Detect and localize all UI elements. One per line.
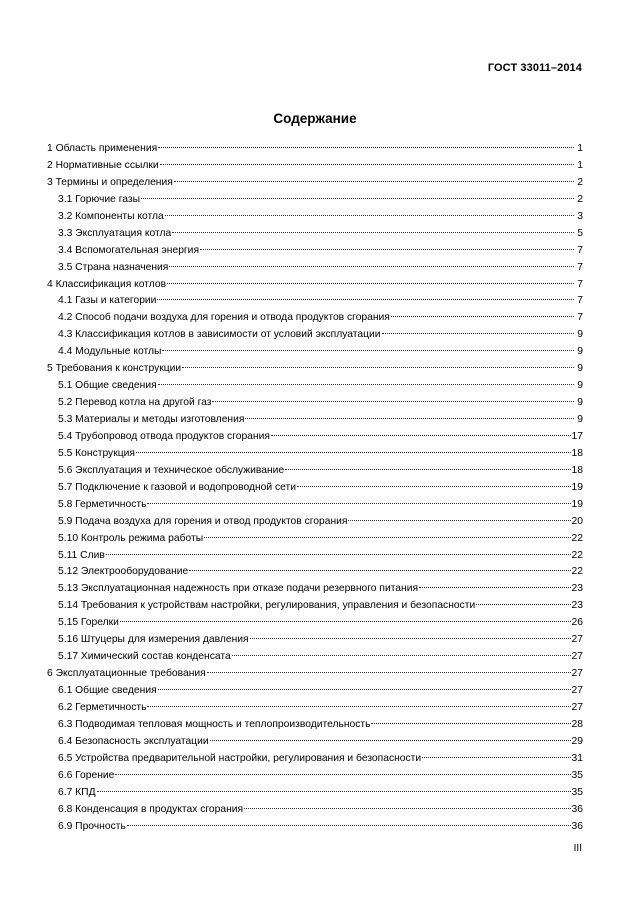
- toc-leader-dots: [182, 366, 574, 368]
- toc-entry-page: 28: [571, 718, 583, 730]
- toc-entry[interactable]: [47, 514, 583, 531]
- toc-entry-title: 5.5 Конструкция: [58, 447, 135, 459]
- toc-entry-page: 22: [571, 532, 583, 544]
- toc-entry[interactable]: [47, 548, 583, 565]
- toc-entry-page: 2: [577, 193, 583, 205]
- toc-entry-title: 5.8 Герметичность: [58, 498, 147, 510]
- toc-entry-title: 3.5 Страна назначения: [58, 261, 169, 273]
- toc-entry-title: 5.14 Требования к устройствам настройки, регулирования, управления и безопасности: [58, 600, 476, 612]
- toc-entry[interactable]: [47, 412, 583, 429]
- toc-leader-dots: [147, 502, 570, 504]
- toc-title: Содержание: [273, 111, 357, 126]
- toc-entry-title: 6.5 Устройства предварительной настройки, регулирования и безопасности: [58, 752, 422, 764]
- toc-entry-page: 36: [571, 803, 583, 815]
- toc-entry[interactable]: [47, 480, 583, 497]
- toc-entry[interactable]: [47, 581, 583, 598]
- toc-entry-page: 9: [577, 397, 583, 409]
- toc-entry-title: 5.16 Штуцеры для измерения давления: [58, 634, 249, 646]
- toc-entry-page: 7: [577, 278, 583, 290]
- toc-entry[interactable]: [47, 175, 583, 192]
- toc-leader-dots: [207, 671, 571, 673]
- toc-entry[interactable]: [47, 463, 583, 480]
- toc-leader-dots: [147, 705, 570, 707]
- toc-entry-page: 22: [571, 566, 583, 578]
- toc-leader-dots: [127, 824, 571, 826]
- toc-entry[interactable]: [47, 785, 583, 802]
- toc-entry-title: 6.3 Подводимая тепловая мощность и теплопроизводительность: [58, 718, 371, 730]
- toc-entry-title: 3.1 Горючие газы: [58, 193, 140, 205]
- toc-entry-page: 27: [571, 668, 583, 680]
- toc-entry-page: 9: [577, 414, 583, 425]
- toc-entry[interactable]: [47, 700, 583, 717]
- toc-leader-dots: [162, 349, 574, 351]
- toc-entry[interactable]: [47, 209, 583, 226]
- toc-entry-title: 6.2 Герметичность: [58, 701, 147, 713]
- toc-entry-title: 5.3 Материалы и методы изготовления: [58, 414, 245, 425]
- toc-leader-dots: [244, 807, 570, 809]
- toc-entry-title: 4 Классификация котлов: [47, 278, 167, 290]
- toc-entry-title: 6.7 КПД: [58, 786, 96, 798]
- table-of-contents: [47, 141, 583, 835]
- toc-leader-dots: [204, 536, 570, 538]
- toc-entry[interactable]: [47, 226, 583, 243]
- toc-entry[interactable]: [47, 260, 583, 277]
- toc-entry-page: 7: [577, 261, 583, 273]
- toc-entry[interactable]: [47, 598, 583, 615]
- toc-leader-dots: [120, 620, 571, 622]
- toc-entry-page: 1: [577, 159, 583, 171]
- toc-leader-dots: [174, 180, 574, 182]
- toc-entry[interactable]: [47, 429, 583, 446]
- toc-leader-dots: [271, 434, 571, 436]
- toc-entry-title: 5.12 Электрооборудование: [58, 566, 189, 578]
- toc-entry[interactable]: [47, 802, 583, 819]
- toc-entry-title: 4.2 Способ подачи воздуха для горения и отвода продуктов сгорания: [58, 312, 390, 324]
- toc-entry-title: 2 Нормативные ссылки: [47, 159, 159, 171]
- toc-entry-title: 3.4 Вспомогательная энергия: [58, 244, 200, 256]
- toc-leader-dots: [136, 451, 571, 453]
- toc-entry[interactable]: [47, 497, 583, 514]
- toc-entry[interactable]: [47, 683, 583, 700]
- toc-leader-dots: [391, 315, 574, 317]
- toc-leader-dots: [169, 265, 574, 267]
- toc-leader-dots: [476, 603, 570, 605]
- toc-entry-title: 5.15 Горелки: [58, 617, 119, 629]
- toc-entry[interactable]: [47, 649, 583, 666]
- toc-entry-page: 19: [571, 481, 583, 493]
- toc-entry-page: 7: [577, 312, 583, 324]
- toc-entry-title: 3 Термины и определения: [47, 176, 173, 188]
- toc-leader-dots: [158, 688, 571, 690]
- toc-entry-title: 5.1 Общие сведения: [58, 380, 157, 392]
- toc-entry-title: 3.3 Эксплуатация котла: [58, 227, 172, 239]
- toc-entry[interactable]: [47, 141, 583, 158]
- toc-entry-title: 6 Эксплуатационные требования: [47, 668, 206, 680]
- toc-entry-page: 7: [577, 244, 583, 256]
- toc-entry[interactable]: [47, 717, 583, 734]
- toc-entry-page: 17: [571, 430, 583, 442]
- toc-entry[interactable]: [47, 666, 583, 683]
- toc-entry-title: 1 Область применения: [47, 143, 158, 154]
- toc-entry-page: 23: [571, 583, 583, 595]
- toc-entry[interactable]: [47, 293, 583, 310]
- toc-entry-title: 5.2 Перевод котла на другой газ: [58, 397, 212, 409]
- toc-entry[interactable]: [47, 734, 583, 751]
- toc-leader-dots: [157, 298, 574, 300]
- toc-leader-dots: [158, 383, 574, 385]
- toc-entry[interactable]: [47, 615, 583, 632]
- toc-leader-dots: [422, 756, 570, 758]
- toc-entry-page: 31: [571, 752, 583, 764]
- toc-entry-title: 5 Требования к конструкции: [47, 363, 182, 375]
- toc-entry-page: 3: [577, 210, 583, 222]
- toc-entry-page: 36: [571, 820, 583, 832]
- toc-entry-page: 18: [571, 447, 583, 459]
- toc-entry[interactable]: [47, 768, 583, 785]
- toc-entry-title: 6.6 Горение: [58, 769, 115, 781]
- toc-entry-title: 5.13 Эксплуатационная надежность при отказе подачи резервного питания: [58, 583, 419, 595]
- toc-leader-dots: [382, 332, 574, 334]
- toc-entry[interactable]: [47, 158, 583, 175]
- toc-leader-dots: [245, 417, 574, 419]
- toc-entry-title: 3.2 Компоненты котла: [58, 210, 164, 222]
- toc-leader-dots: [232, 654, 571, 656]
- toc-leader-dots: [189, 569, 570, 571]
- toc-entry[interactable]: [47, 395, 583, 412]
- toc-entry-page: 29: [571, 735, 583, 747]
- page-number: III: [573, 843, 582, 854]
- toc-leader-dots: [165, 214, 574, 216]
- toc-entry[interactable]: [47, 446, 583, 463]
- toc-leader-dots: [200, 248, 574, 250]
- toc-entry[interactable]: [47, 564, 583, 581]
- toc-leader-dots: [172, 231, 574, 233]
- toc-entry-page: 5: [577, 227, 583, 239]
- toc-leader-dots: [158, 146, 574, 148]
- toc-leader-dots: [348, 519, 570, 521]
- toc-entry[interactable]: [47, 277, 583, 294]
- toc-entry-page: 1: [577, 143, 583, 154]
- toc-entry-page: 26: [571, 617, 583, 629]
- toc-entry-title: 4.1 Газы и категории: [58, 295, 157, 307]
- toc-entry-page: 27: [571, 701, 583, 713]
- toc-entry-page: 9: [577, 363, 583, 375]
- toc-leader-dots: [210, 739, 571, 741]
- toc-entry-page: 9: [577, 380, 583, 392]
- toc-entry-page: 27: [571, 685, 583, 696]
- toc-leader-dots: [297, 485, 571, 487]
- toc-entry-title: 5.11 Слив: [58, 549, 105, 561]
- toc-leader-dots: [212, 400, 574, 402]
- toc-leader-dots: [371, 722, 570, 724]
- toc-entry[interactable]: [47, 310, 583, 327]
- toc-entry[interactable]: [47, 344, 583, 361]
- toc-entry[interactable]: [47, 243, 583, 260]
- toc-entry[interactable]: [47, 632, 583, 649]
- toc-leader-dots: [167, 282, 574, 284]
- toc-entry-page: 18: [571, 464, 583, 476]
- toc-entry-page: 35: [571, 786, 583, 798]
- toc-entry-title: 5.4 Трубопровод отвода продуктов сгорания: [58, 430, 270, 442]
- toc-entry[interactable]: [47, 361, 583, 378]
- toc-entry-page: 23: [571, 600, 583, 612]
- toc-entry-title: 5.6 Эксплуатация и техническое обслуживание: [58, 464, 285, 476]
- toc-entry-page: 27: [571, 651, 583, 663]
- toc-entry-title: 4.4 Модульные котлы: [58, 346, 162, 358]
- toc-entry[interactable]: [47, 192, 583, 209]
- toc-leader-dots: [160, 163, 574, 165]
- toc-entry-page: 9: [577, 346, 583, 358]
- toc-entry-page: 20: [571, 515, 583, 527]
- toc-entry-page: 9: [577, 329, 583, 341]
- toc-entry[interactable]: [47, 751, 583, 768]
- toc-leader-dots: [419, 586, 570, 588]
- toc-entry-title: 5.9 Подача воздуха для горения и отвод продуктов сгорания: [58, 515, 348, 527]
- toc-leader-dots: [250, 637, 571, 639]
- toc-entry[interactable]: [47, 378, 583, 395]
- toc-entry-title: 6.4 Безопасность эксплуатации: [58, 735, 209, 747]
- toc-entry-page: 7: [577, 295, 583, 307]
- toc-leader-dots: [285, 468, 570, 470]
- toc-entry-page: 22: [571, 549, 583, 561]
- toc-entry-page: 35: [571, 769, 583, 781]
- toc-leader-dots: [106, 553, 571, 555]
- toc-entry-title: 5.10 Контроль режима работы: [58, 532, 204, 544]
- toc-entry-page: 27: [571, 634, 583, 646]
- toc-entry-page: 19: [571, 498, 583, 510]
- toc-entry-title: 6.1 Общие сведения: [58, 685, 157, 696]
- toc-entry-title: 5.17 Химический состав конденсата: [58, 651, 231, 663]
- toc-leader-dots: [97, 790, 571, 792]
- toc-entry-title: 5.7 Подключение к газовой и водопроводной сети: [58, 481, 296, 493]
- toc-leader-dots: [141, 197, 574, 199]
- toc-entry[interactable]: [47, 531, 583, 548]
- toc-entry-title: 6.8 Конденсация в продуктах сгорания: [58, 803, 244, 815]
- document-id: ГОСТ 33011–2014: [487, 62, 582, 74]
- toc-entry-title: 4.3 Классификация котлов в зависимости от условий эксплуатации: [58, 329, 381, 341]
- toc-entry[interactable]: [47, 819, 583, 836]
- toc-entry-title: 6.9 Прочность: [58, 820, 126, 832]
- toc-entry-page: 2: [577, 176, 583, 188]
- toc-entry[interactable]: [47, 327, 583, 344]
- toc-leader-dots: [115, 773, 570, 775]
